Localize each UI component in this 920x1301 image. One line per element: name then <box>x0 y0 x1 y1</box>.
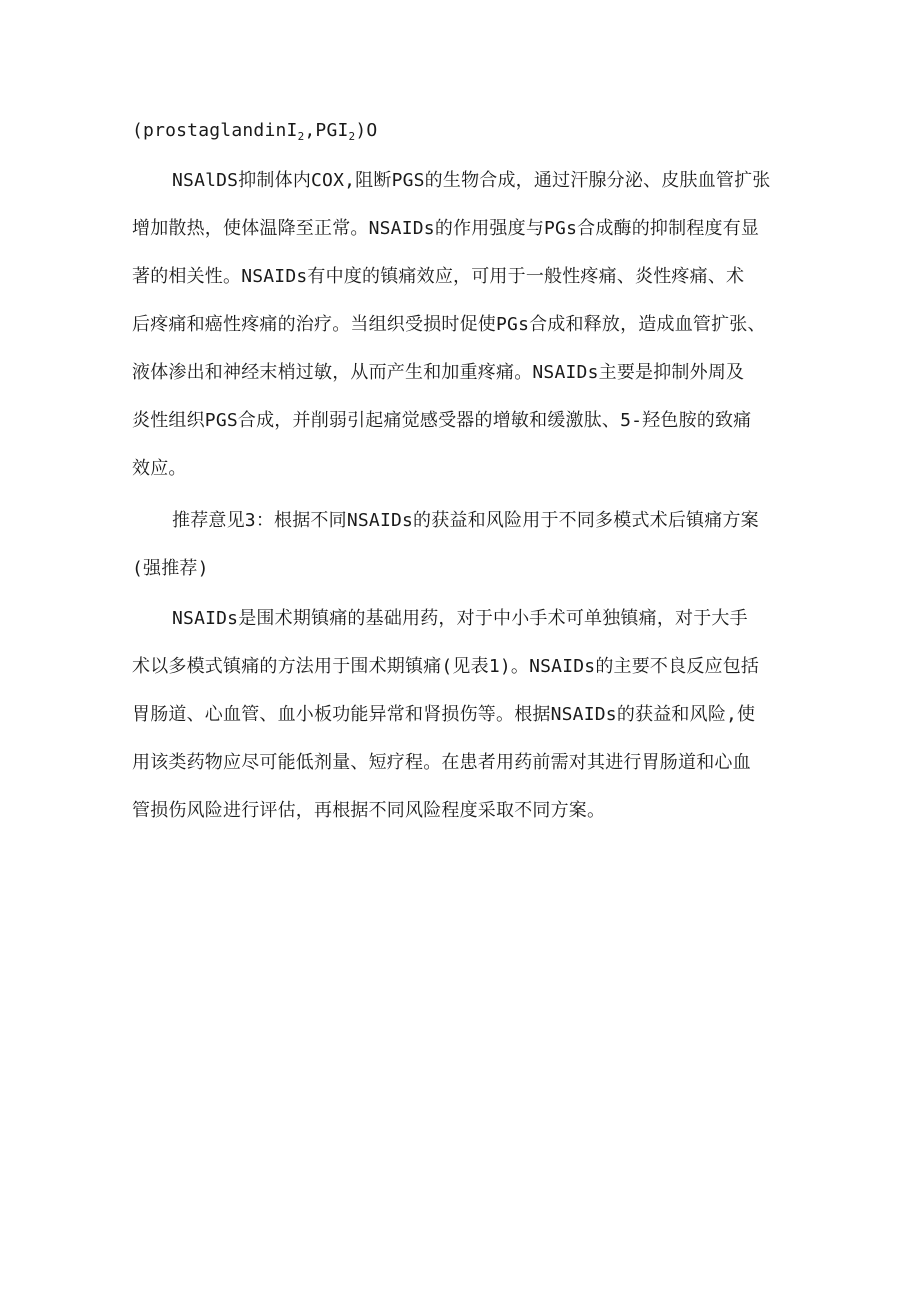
recommendation-line: (强推荐) <box>132 558 209 579</box>
paragraph-line: 增加散热，使体温降至正常。NSAIDs的作用强度与PGs合成酶的抑制程度有显 <box>132 218 760 239</box>
formula-prefix: (prostaglandinI <box>132 120 298 141</box>
paragraph-line: 术以多模式镇痛的方法用于围术期镇痛(见表1)。NSAIDs的主要不良反应包括 <box>132 656 760 677</box>
paragraph-line: 炎性组织PGS合成，并削弱引起痛觉感受器的增敏和缓激肽、5-羟色胺的致痛 <box>132 410 752 431</box>
formula-subscript-1: 2 <box>297 130 305 143</box>
formula-suffix: )O <box>355 120 378 141</box>
paragraph-line: 液体渗出和神经末梢过敏，从而产生和加重疼痛。NSAIDs主要是抑制外周及 <box>132 362 745 383</box>
paragraph-line: 胃肠道、心血管、血小板功能异常和肾损伤等。根据NSAIDs的获益和风险,使 <box>132 704 756 725</box>
paragraph-line: 用该类药物应尽可能低剂量、短疗程。在患者用药前需对其进行胃肠道和心血 <box>132 752 751 773</box>
paragraph-line: NSAIDs是围术期镇痛的基础用药，对于中小手术可单独镇痛，对于大手 <box>172 608 748 629</box>
paragraph-line: NSAlDS抑制体内COX,阻断PGS的生物合成，通过汗腺分泌、皮肤血管扩张 <box>172 170 771 191</box>
paragraph-line: 后疼痛和癌性疼痛的治疗。当组织受损时促使PGs合成和释放，造成血管扩张、 <box>132 314 766 335</box>
formula-line <box>132 118 377 144</box>
paragraph-line: 著的相关性。NSAIDs有中度的镇痛效应，可用于一般性疼痛、炎性疼痛、术 <box>132 266 745 287</box>
recommendation-line: 推荐意见3：根据不同NSAIDs的获益和风险用于不同多模式术后镇痛方案 <box>172 510 759 531</box>
paragraph-line: 管损伤风险进行评估，再根据不同风险程度采取不同方案。 <box>132 800 606 821</box>
formula-middle: ,PGI <box>304 120 349 141</box>
formula-subscript-2: 2 <box>348 130 356 143</box>
paragraph-line: 效应。 <box>132 458 187 479</box>
